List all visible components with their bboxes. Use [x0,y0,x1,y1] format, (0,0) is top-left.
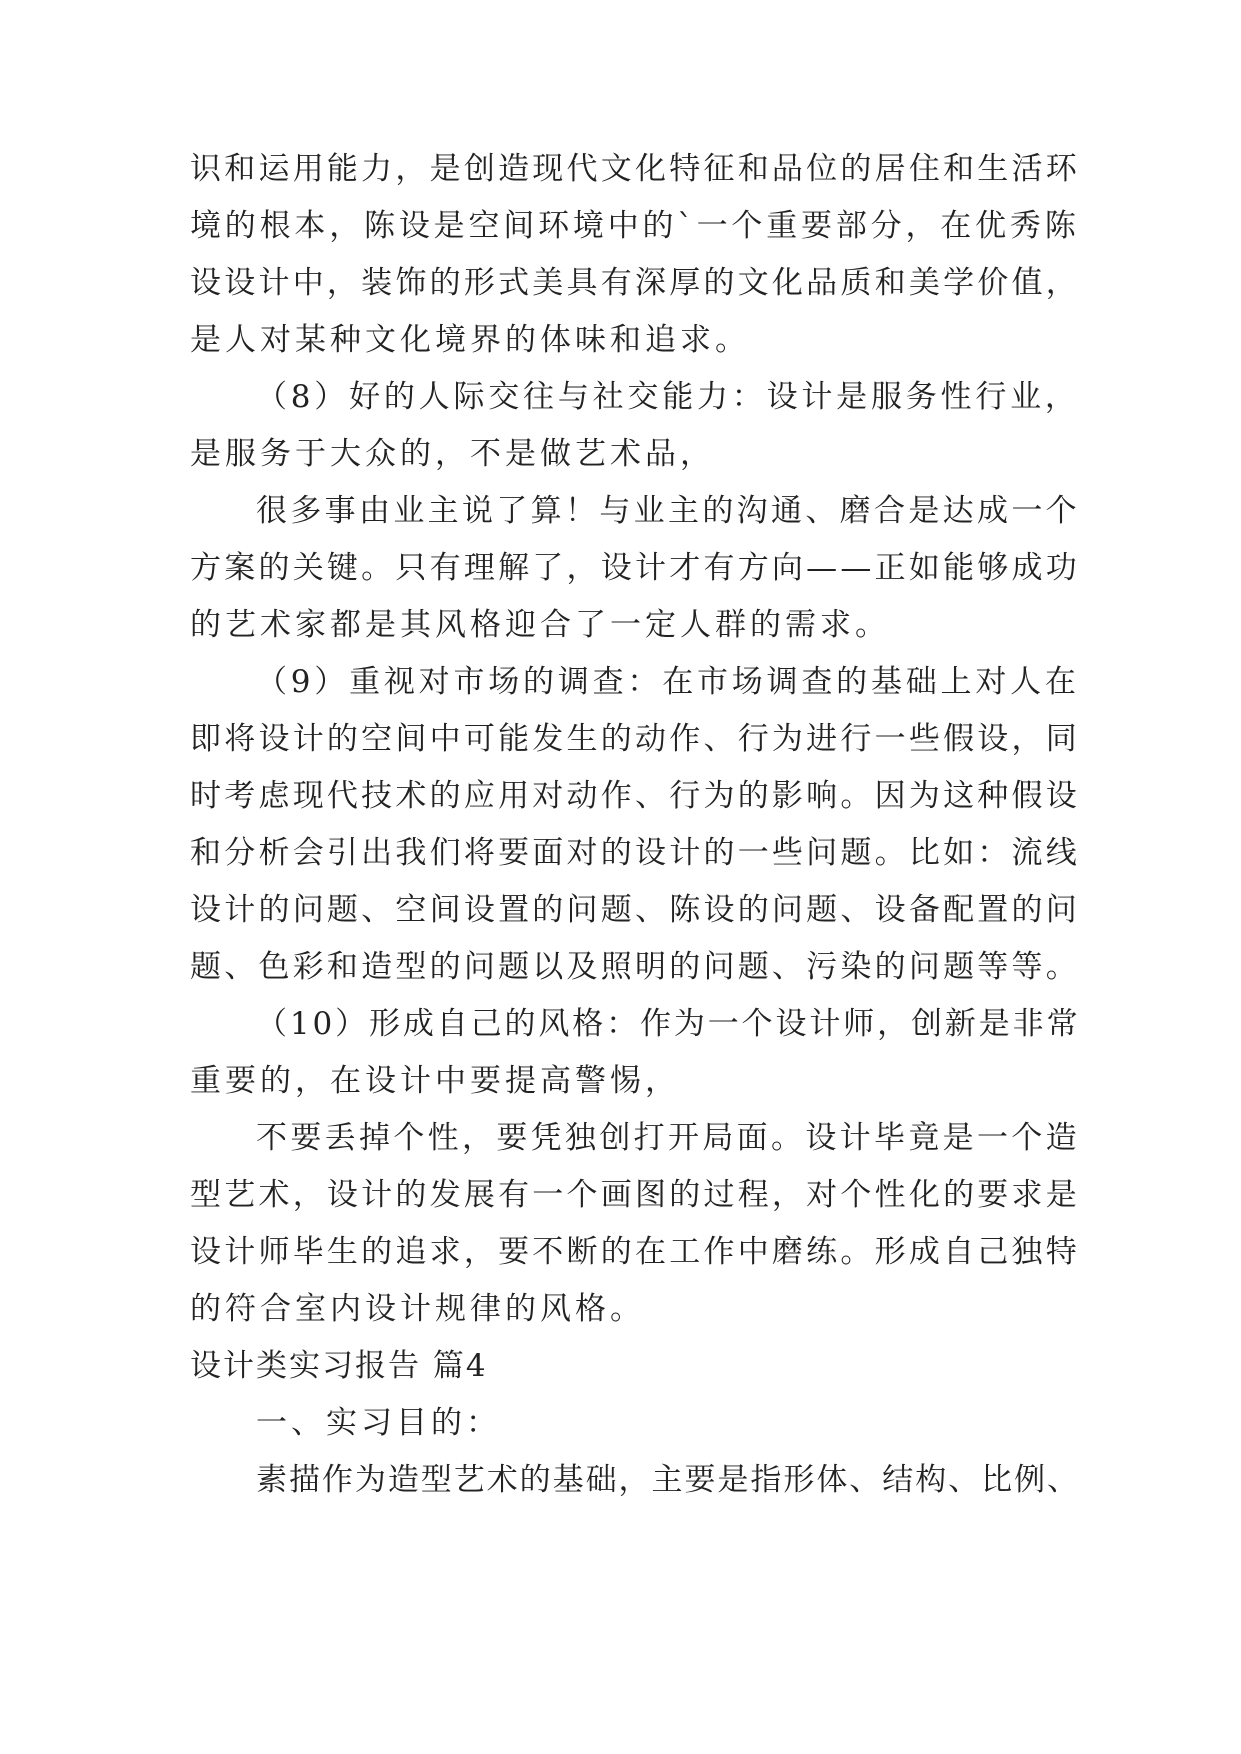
text-line: 境的根本，陈设是空间环境中的`一个重要部分，在优秀陈 [190,208,1080,244]
text-line: 时考虑现代技术的应用对动作、行为的影响。因为这种假设 [190,778,1080,814]
text-line: 题、色彩和造型的问题以及照明的问题、污染的问题等等。 [190,949,1080,985]
text-line: 设计师毕生的追求，要不断的在工作中磨练。形成自己独特 [190,1234,1080,1270]
text-line: 型艺术，设计的发展有一个画图的过程，对个性化的要求是 [190,1177,1080,1213]
text-line: 的艺术家都是其风格迎合了一定人群的需求。 [190,607,890,643]
text-line: 设设计中，装饰的形式美具有深厚的文化品质和美学价值， [190,265,1080,301]
text-line: 方案的关键。只有理解了，设计才有方向——正如能够成功 [190,550,1080,586]
text-line: 是人对某种文化境界的体味和追求。 [190,322,750,358]
text-line: 不要丢掉个性，要凭独创打开局面。设计毕竟是一个造 [256,1120,1080,1156]
text-line: 和分析会引出我们将要面对的设计的一些问题。比如：流线 [190,835,1080,871]
text-line: 素描作为造型艺术的基础，主要是指形体、结构、比例、 [256,1462,1080,1498]
text-line: 即将设计的空间中可能发生的动作、行为进行一些假设，同 [190,721,1080,757]
paragraph-heading-10: （10）形成自己的风格：作为一个设计师，创新是非常 [256,1006,1081,1042]
text-line: 重要的，在设计中要提高警惕， [190,1063,680,1099]
paragraph-heading-9: （9）重视对市场的调查：在市场调查的基础上对人在 [256,664,1080,700]
text-line: 的符合室内设计规律的风格。 [190,1291,645,1327]
subsection-heading: 一、实习目的： [256,1405,501,1441]
text-line: 是服务于大众的，不是做艺术品， [190,436,715,472]
section-title: 设计类实习报告 篇4 [190,1348,488,1384]
text-line: 识和运用能力，是创造现代文化特征和品位的居住和生活环 [190,151,1080,187]
text-line: 设计的问题、空间设置的问题、陈设的问题、设备配置的问 [190,892,1080,928]
paragraph-heading-8: （8）好的人际交往与社交能力：设计是服务性行业， [256,379,1080,415]
text-line: 很多事由业主说了算！与业主的沟通、磨合是达成一个 [256,493,1080,529]
